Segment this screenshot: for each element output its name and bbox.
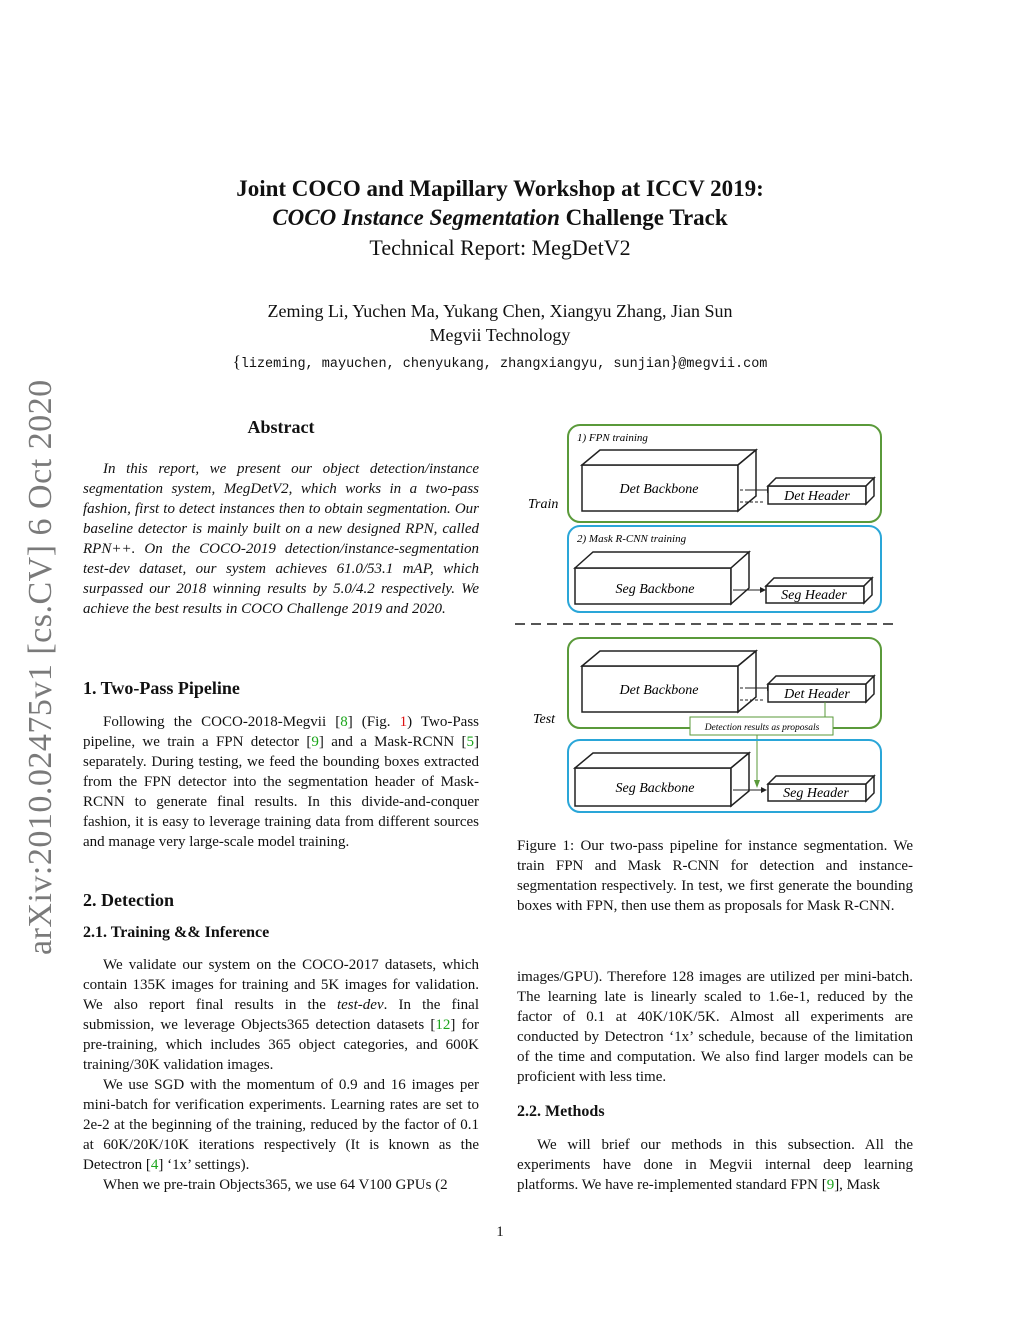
citation-link[interactable]: 5 [466,734,474,750]
title-italic-part: COCO Instance Segmentation [272,205,560,230]
det-backbone-label: Det Backbone [619,683,699,698]
text-run: . In the final submission, we leverage Objects365 detection datasets [ [83,997,479,1033]
text-run: ] ‘1x’ settings). [158,1157,250,1173]
test-label: Test [533,712,556,727]
citation-link[interactable]: 9 [826,1177,835,1193]
text-run: ] separately. During testing, we feed the bounding boxes extracted from the FPN detector into the segmentation header of Mask-RCNN to generate final results. In this divide-and-conquer fashion, it is easy to leverage training data from different sources and manage very large-scale model training. [83,734,479,850]
det-backbone-box-train [582,450,756,511]
arxiv-stamp: arXiv:2010.02475v1 [cs.CV] 6 Oct 2020 [22,379,59,955]
seg-backbone-box-test [575,753,749,806]
text-run: Following the COCO-2018-Megvii [ [103,714,341,730]
email-domain: @megvii.com [678,357,768,372]
citation-link[interactable]: 8 [340,714,348,730]
text-run: ], Mask [834,1177,881,1193]
text-run: We will brief our methods in this subsection. All the experiments have done in Megvii internal deep learning platforms. We have re-implemented standard FPN [ [517,1137,913,1193]
citation-link[interactable]: 12 [435,1017,451,1033]
mask-training-label: 2) Mask R-CNN training [577,533,687,545]
text-run: We validate our system on the COCO-2017 datasets, which contain 135K images for training and 5K images for validation. We also report final results in the [83,957,479,1013]
det-header-box-test [768,676,874,702]
det-header-label: Det Header [784,687,850,702]
det-backbone-label: Det Backbone [619,482,699,497]
citation-link[interactable]: 4 [150,1157,159,1173]
page-number: 1 [496,1224,504,1240]
proposals-note: Detection results as proposals [704,723,820,733]
text-run: ) Two-Pass pipeline, we train a FPN detector [ [83,714,480,750]
pipeline-figure [515,418,915,818]
seg-backbone-label: Seg Backbone [615,781,695,796]
seg-header-box-train [766,578,872,603]
seg-header-label: Seg Header [781,588,847,603]
subsection-heading-2-2: 2.2. Methods [517,1103,605,1120]
abstract-heading: Abstract [247,417,315,437]
email-names: lizeming, mayuchen, chenyukang, zhangxiangyu, sunjian [240,357,671,372]
email-line [0,352,1000,372]
text-italic: test-dev [336,997,384,1013]
title-rest-part: Challenge Track [559,205,728,230]
author-list: Zeming Li, Yuchen Ma, Yukang Chen, Xiangyu Zhang, Jian Sun [267,301,733,321]
brace-open: { [232,352,241,371]
figure-caption: Figure 1: Our two-pass pipeline for instance segmentation. We train FPN and Mask R-CNN for detection and instance-segmentation respectively. In test, we first generate the bounding boxes with FPN, then use them as proposals for Mask R-CNN. [517,838,913,914]
abstract-text [83,459,479,619]
train-label: Train [528,497,559,512]
det-backbone-box-test [582,651,756,712]
affiliation: Megvii Technology [429,325,571,345]
det-header-box-train [768,478,874,504]
text-run: We use SGD with the momentum of 0.9 and 16 images per mini-batch for verification experiments. Learning rates are set to 2e-2 at the beginning of the training, reduced by the factor of 0.1 at 60K/20K/10K iterations respectively (It is known as the Detectron [ [83,1077,479,1173]
text-run: ] (Fig. [347,714,400,730]
det-header-label: Det Header [784,489,850,504]
subsection-heading-2-1: 2.1. Training && Inference [83,924,270,941]
text-run: images/GPU). Therefore 128 images are utilized per mini-batch. The learning late is linearly scaled to 1.6e-1, reduced by the factor of 0.1 at 40K/10K/5K. Almost all experiments are conducted by Detectron ‘1x’ schedule, because of the limitation of the time and computation. We also find larger models can be proficient with less time. [517,969,913,1085]
section2-1-continuation [517,967,913,1087]
citation-link[interactable]: 9 [311,734,319,750]
section2-2-paragraph [517,1135,913,1195]
section-heading-2: 2. Detection [83,890,174,910]
paper-title-line1: Joint COCO and Mapillary Workshop at ICCV 2019: [236,176,764,201]
seg-backbone-box-train [575,552,749,604]
section-heading-1: 1. Two-Pass Pipeline [83,678,240,698]
brace-close: } [670,352,679,371]
seg-header-label: Seg Header [783,786,849,801]
section2-1-paragraphs [83,955,479,1195]
paper-subtitle: Technical Report: MegDetV2 [369,235,631,260]
section1-paragraph [83,712,479,852]
paper-title-line2 [0,205,1000,231]
seg-header-box-test [768,776,874,801]
fpn-training-label: 1) FPN training [577,432,648,444]
text-run: When we pre-train Objects365, we use 64 V100 GPUs (2 [103,1177,448,1193]
abstract-body: In this report, we present our object detection/instance segmentation system, MegDetV2, which works in a two-pass fashion, first to detect instances then to obtain segmentation. Our baseline detector is mainly built on a new designed RPN, called RPN++. On the COCO-2019 detection/instance-segmentation test-dev dataset, our system achieves 61.0/53.1 mAP, which surpassed our 2018 winning results by 5.0/4.2 respectively. We achieve the best results in COCO Challenge 2019 and 2020. [83,461,479,617]
text-run: ] and a Mask-RCNN [ [318,734,467,750]
seg-backbone-label: Seg Backbone [615,582,695,597]
figure-link[interactable]: 1 [399,714,408,730]
text-run: ] for pre-training, which includes 365 object categories, and 600K training/30K validation images. [83,1017,479,1073]
